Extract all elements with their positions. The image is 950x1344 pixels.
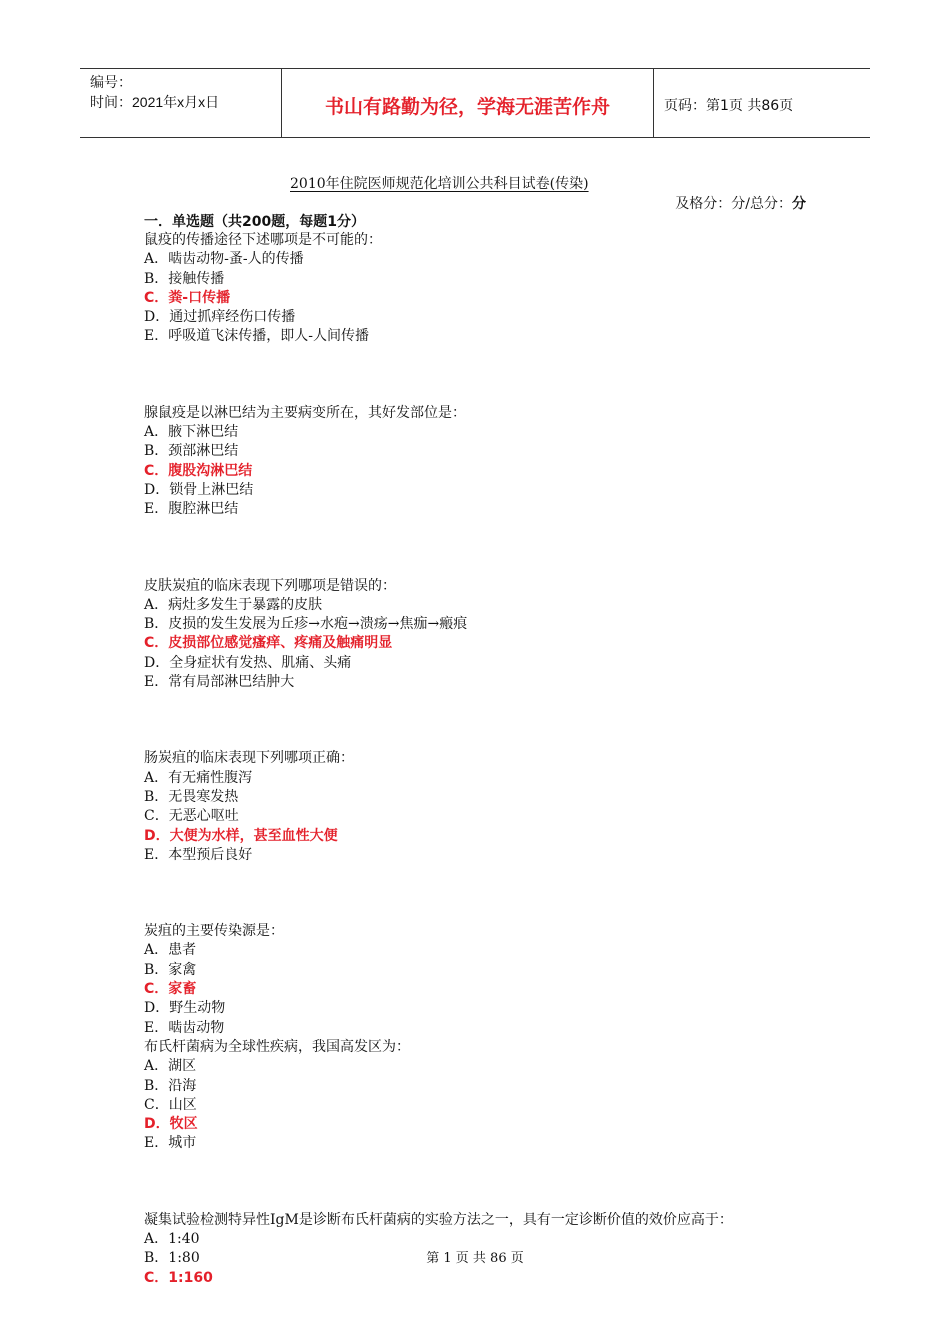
question-option: D．全身症状有发热、肌痛、头痛 bbox=[144, 654, 352, 671]
question-stem: 腺鼠疫是以淋巴结为主要病变所在，其好发部位是： bbox=[144, 404, 466, 421]
question-option: C．无恶心呕吐 bbox=[144, 808, 239, 825]
question-option: A．患者 bbox=[144, 942, 197, 959]
question-item bbox=[144, 577, 824, 693]
question-item bbox=[144, 1038, 824, 1154]
correct-answer-option: D．牧区 bbox=[144, 1116, 198, 1133]
question-option: D．锁骨上淋巴结 bbox=[144, 481, 254, 498]
question-stem: 炭疽的主要传染源是： bbox=[144, 923, 284, 940]
question-option: A．啮齿动物-蚤-人的传播 bbox=[144, 251, 304, 268]
question-item bbox=[144, 404, 824, 520]
question-option: A．腋下淋巴结 bbox=[144, 424, 239, 441]
question-option: A．1:40 bbox=[144, 1230, 200, 1247]
question-stem: 鼠疫的传播途径下述哪项是不可能的： bbox=[144, 232, 382, 248]
question-option: A．病灶多发生于暴露的皮肤 bbox=[144, 596, 323, 613]
header-motto: 书山有路勤为径，学海无涯苦作舟 bbox=[282, 69, 654, 137]
correct-answer-option: D．大便为水样，甚至血性大便 bbox=[144, 827, 338, 844]
question-option: B．无畏寒发热 bbox=[144, 788, 239, 805]
correct-answer-option: C．腹股沟淋巴结 bbox=[144, 462, 253, 479]
question-option: B．接触传播 bbox=[144, 270, 225, 287]
time-label: 时间：2021年x月x日 bbox=[90, 94, 220, 110]
question-stem: 皮肤炭疽的临床表现下列哪项是错误的： bbox=[144, 577, 396, 594]
question-option: D．野生动物 bbox=[144, 1000, 226, 1017]
question-option: A．湖区 bbox=[144, 1058, 197, 1075]
question-option: B．1:80 bbox=[144, 1250, 200, 1267]
question-option: B．家禽 bbox=[144, 961, 197, 978]
correct-answer-option: C．家畜 bbox=[144, 981, 197, 998]
question-list bbox=[144, 231, 824, 1288]
header-page-info: 页码：第1页 共86页 bbox=[664, 98, 794, 114]
question-item bbox=[144, 922, 824, 1038]
question-option: E．常有局部淋巴结肿大 bbox=[144, 674, 295, 691]
header-table bbox=[80, 68, 870, 138]
section-heading: 一．单选题（共200题，每题1分） bbox=[144, 214, 365, 230]
question-item bbox=[144, 231, 824, 347]
question-option: A．有无痛性腹泻 bbox=[144, 769, 253, 786]
question-option: E．城市 bbox=[144, 1135, 197, 1152]
question-option: B．颈部淋巴结 bbox=[144, 443, 239, 460]
question-stem: 凝集试验检测特异性IgM是诊断布氏杆菌病的实验方法之一，具有一定诊断价值的效价应高于： bbox=[144, 1211, 733, 1228]
code-label: 编号： bbox=[90, 74, 132, 90]
correct-answer-option: C．皮损部位感觉瘙痒、疼痛及触痛明显 bbox=[144, 635, 393, 652]
correct-answer-option: C．粪-口传播 bbox=[144, 289, 231, 306]
question-option: D．通过抓痒经伤口传播 bbox=[144, 309, 296, 326]
question-stem: 布氏杆菌病为全球性疾病，我国高发区为： bbox=[144, 1038, 410, 1055]
score-line bbox=[675, 193, 806, 213]
question-option: E．腹腔淋巴结 bbox=[144, 501, 239, 518]
score-text: 及格分：分/总分： bbox=[675, 196, 792, 212]
page-footer: 第 1 页 共 86 页 bbox=[426, 1251, 524, 1266]
question-stem: 肠炭疽的临床表现下列哪项正确： bbox=[144, 750, 354, 767]
question-option: E．本型预后良好 bbox=[144, 846, 253, 863]
question-option: E．啮齿动物 bbox=[144, 1019, 225, 1036]
header-meta bbox=[80, 69, 282, 137]
question-option: B．皮损的发生发展为丘疹→水疱→溃疡→焦痂→瘢痕 bbox=[144, 616, 468, 633]
question-option: B．沿海 bbox=[144, 1077, 197, 1094]
question-item bbox=[144, 749, 824, 865]
question-option: C．山区 bbox=[144, 1096, 197, 1113]
question-option: E．呼吸道飞沫传播，即人-人间传播 bbox=[144, 328, 369, 345]
document-title: 2010年住院医师规范化培训公共科目试卷(传染) bbox=[290, 176, 589, 192]
score-suffix: 分 bbox=[792, 196, 806, 212]
correct-answer-option: C．1:160 bbox=[144, 1269, 213, 1286]
